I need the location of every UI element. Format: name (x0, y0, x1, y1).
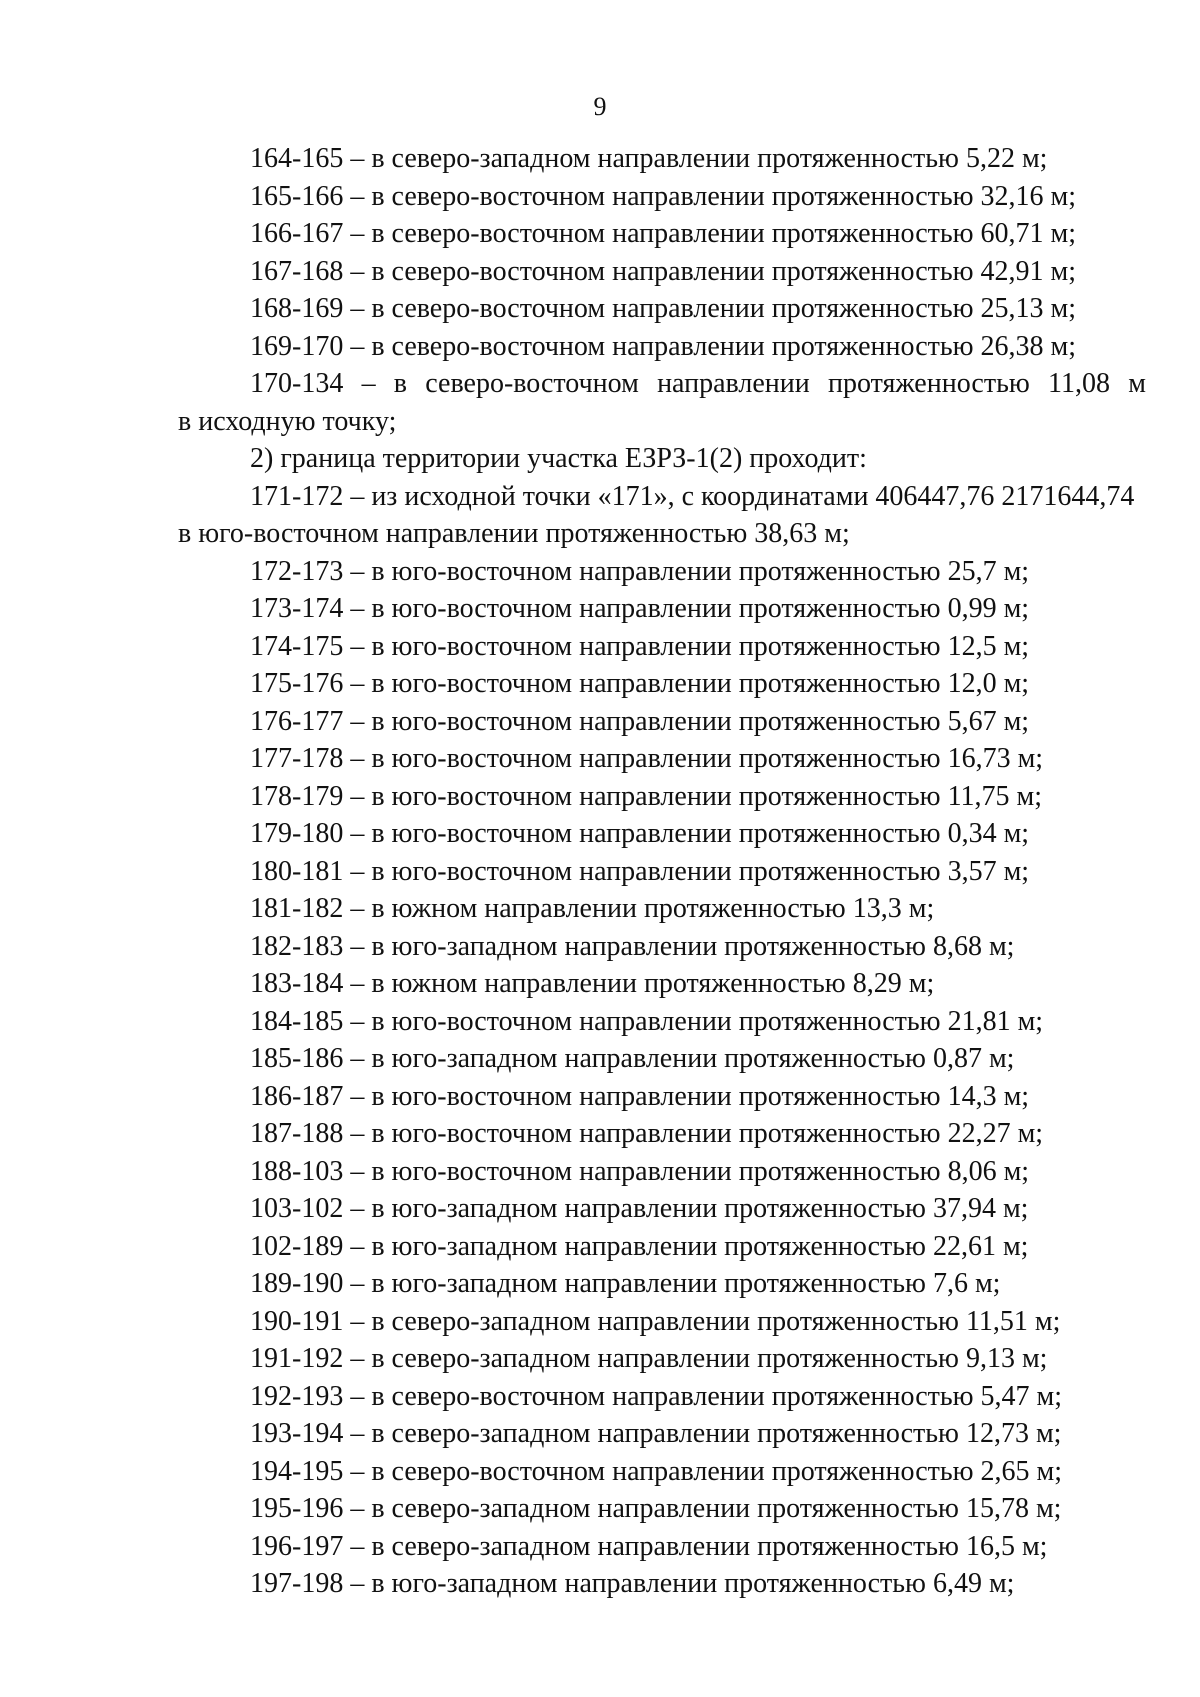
boundary-segment-line: 168-169 – в северо-восточном направлении протяженностью 25,13 м; (250, 293, 1077, 324)
boundary-segment-line: 195-196 – в северо-западном направлении протяженностью 15,78 м; (250, 1493, 1062, 1524)
document-body (178, 140, 1146, 1603)
boundary-segment-line: 193-194 – в северо-западном направлении протяженностью 12,73 м; (250, 1418, 1062, 1449)
boundary-segment-line: 189-190 – в юго-западном направлении протяженностью 7,6 м; (250, 1268, 1001, 1299)
boundary-segment-line: 173-174 – в юго-восточном направлении протяженностью 0,99 м; (250, 593, 1030, 624)
section-heading: 2) граница территории участка ЕЗРЗ-1(2) проходит: (250, 443, 867, 474)
boundary-segments-block-1 (178, 140, 1146, 365)
boundary-segment-line: 183-184 – в южном направлении протяженностью 8,29 м; (250, 968, 935, 999)
page-number: 9 (593, 92, 607, 121)
start-point-continuation: в юго-восточном направлении протяженностью 38,63 м; (178, 518, 850, 549)
justified-word: 170-134 (250, 368, 344, 399)
boundary-segment-line: 164-165 – в северо-западном направлении протяженностью 5,22 м; (250, 143, 1048, 174)
boundary-segment-line: 181-182 – в южном направлении протяженностью 13,3 м; (250, 893, 935, 924)
boundary-segment-line: 174-175 – в юго-восточном направлении протяженностью 12,5 м; (250, 630, 1030, 662)
boundary-segment-line: 190-191 – в северо-западном направлении протяженностью 11,51 м; (250, 1305, 1061, 1337)
boundary-segment-line: 184-185 – в юго-восточном направлении протяженностью 21,81 м; (250, 1005, 1044, 1037)
boundary-segment-line: 178-179 – в юго-восточном направлении протяженностью 11,75 м; (250, 780, 1043, 812)
boundary-segment-line: 197-198 – в юго-западном направлении протяженностью 6,49 м; (250, 1568, 1015, 1599)
boundary-segment-line: 169-170 – в северо-восточном направлении протяженностью 26,38 м; (250, 330, 1077, 362)
boundary-segment-line: 103-102 – в юго-западном направлении протяженностью 37,94 м; (250, 1193, 1029, 1224)
boundary-segment-line: 175-176 – в юго-восточном направлении протяженностью 12,0 м; (250, 668, 1030, 699)
boundary-segment-line: 177-178 – в юго-восточном направлении протяженностью 16,73 м; (250, 743, 1044, 774)
boundary-segment-line: 172-173 – в юго-восточном направлении протяженностью 25,7 м; (250, 555, 1030, 587)
boundary-segment-line: 196-197 – в северо-западном направлении протяженностью 16,5 м; (250, 1530, 1048, 1562)
boundary-segment-line: 191-192 – в северо-западном направлении протяженностью 9,13 м; (250, 1343, 1048, 1374)
justified-segment-line (178, 365, 1146, 403)
boundary-segment-line: 179-180 – в юго-восточном направлении протяженностью 0,34 м; (250, 818, 1030, 849)
boundary-segments-block-2 (178, 553, 1146, 1603)
boundary-segment-line: 182-183 – в юго-западном направлении протяженностью 8,68 м; (250, 930, 1015, 962)
boundary-segment-line: 187-188 – в юго-восточном направлении протяженностью 22,27 м; (250, 1118, 1044, 1149)
boundary-segment-line: 180-181 – в юго-восточном направлении протяженностью 3,57 м; (250, 855, 1030, 887)
justified-word: м (1128, 368, 1146, 399)
boundary-segment-line: 185-186 – в юго-западном направлении протяженностью 0,87 м; (250, 1043, 1015, 1074)
boundary-segment-line: 194-195 – в северо-восточном направлении протяженностью 2,65 м; (250, 1455, 1063, 1487)
justified-word: в (393, 368, 408, 399)
boundary-segment-line: 102-189 – в юго-западном направлении протяженностью 22,61 м; (250, 1230, 1029, 1262)
boundary-segment-line: 186-187 – в юго-восточном направлении протяженностью 14,3 м; (250, 1080, 1030, 1112)
boundary-segment-line: 167-168 – в северо-восточном направлении протяженностью 42,91 м; (250, 255, 1077, 287)
justified-word: протяженностью (827, 368, 1030, 399)
justified-word: 11,08 (1048, 368, 1110, 399)
justified-word: северо-восточном (425, 368, 639, 399)
justified-line-continuation: в исходную точку; (178, 405, 397, 437)
boundary-segment-line: 188-103 – в юго-восточном направлении протяженностью 8,06 м; (250, 1155, 1030, 1187)
boundary-segment-line: 192-193 – в северо-восточном направлении протяженностью 5,47 м; (250, 1380, 1063, 1412)
boundary-segment-line: 165-166 – в северо-восточном направлении протяженностью 32,16 м; (250, 180, 1077, 212)
boundary-segment-line: 176-177 – в юго-восточном направлении протяженностью 5,67 м; (250, 705, 1030, 737)
start-point-line: 171-172 – из исходной точки «171», с координатами 406447,76 2171644,74 (250, 480, 1135, 512)
justified-word: – (361, 368, 376, 399)
boundary-segment-line: 166-167 – в северо-восточном направлении протяженностью 60,71 м; (250, 218, 1077, 249)
justified-word: направлении (657, 368, 810, 399)
